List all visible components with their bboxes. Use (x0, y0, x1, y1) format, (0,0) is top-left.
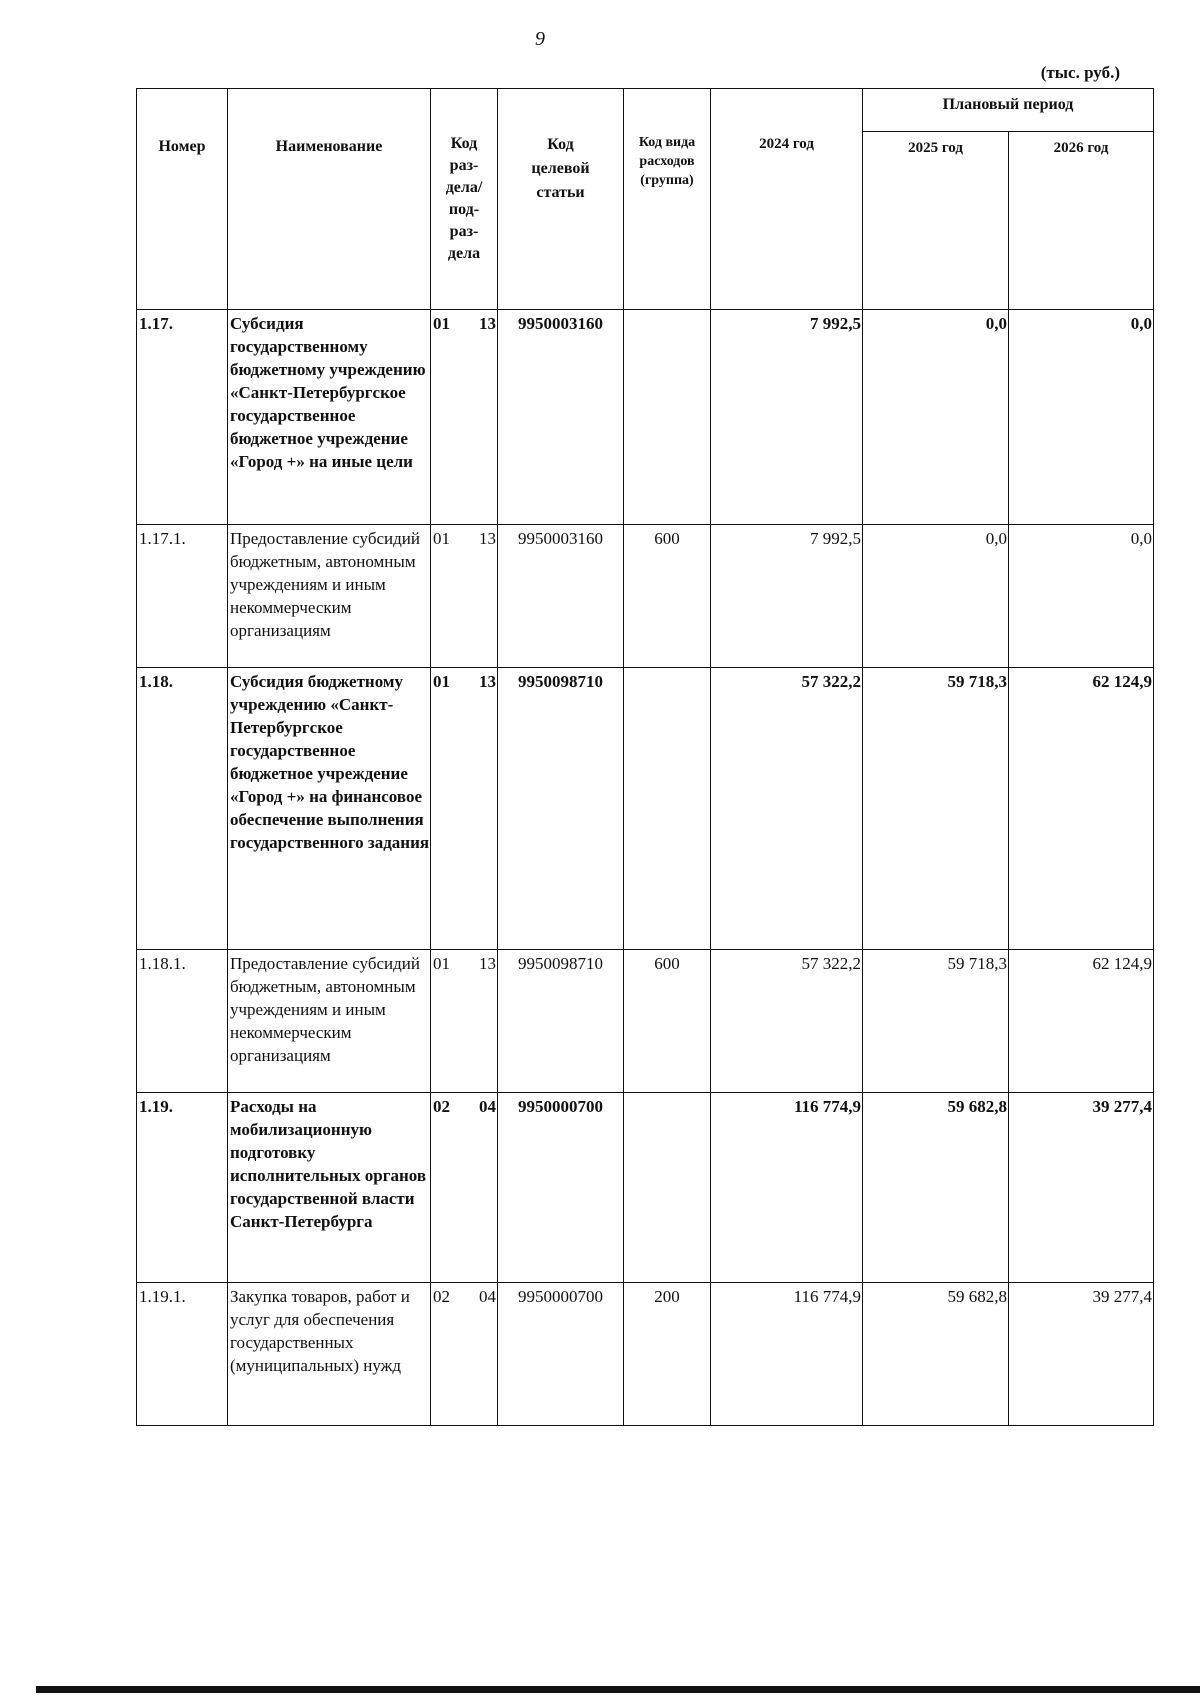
row-number: 1.18.1. (137, 950, 228, 1093)
row-target-code: 9950003160 (498, 310, 624, 525)
row-value-2025: 59 718,3 (863, 668, 1009, 950)
row-value-2024: 116 774,9 (711, 1093, 863, 1283)
row-value-2025: 59 682,8 (863, 1283, 1009, 1426)
header-target-code-line: Код (547, 136, 574, 153)
row-section: 01 (433, 314, 450, 333)
header-year-2025: 2025 год (863, 132, 1009, 310)
header-planned-period: Плановый период (863, 89, 1154, 132)
header-name: Наименование (228, 89, 431, 310)
table-row (137, 668, 1154, 950)
header-section-code-line: раз- (449, 157, 479, 174)
row-expense-type (624, 1093, 711, 1283)
row-expense-type: 600 (624, 525, 711, 668)
row-value-2024: 7 992,5 (711, 310, 863, 525)
row-value-2026: 0,0 (1009, 310, 1154, 525)
row-value-2026: 39 277,4 (1009, 1093, 1154, 1283)
table-row (137, 950, 1154, 1093)
row-target-code: 9950098710 (498, 950, 624, 1093)
row-name: Субсидия бюджетному учреждению «Санкт-Петербургское государственное бюджетное учреждение «Город +» на финансовое обеспечение выполнения государственного задания (228, 668, 431, 950)
row-expense-type: 200 (624, 1283, 711, 1426)
row-name: Субсидия государственному бюджетному учреждению «Санкт-Петербургское государственное бюджетное учреждение «Город +» на иные цели (228, 310, 431, 525)
row-subsection: 04 (479, 1097, 496, 1116)
table-row (137, 1093, 1154, 1283)
header-target-code (498, 89, 624, 310)
row-name: Предоставление субсидий бюджетным, автономным учреждениям и иным некоммерческим организациям (228, 525, 431, 668)
row-section-code (431, 668, 498, 950)
header-target-code-line: статьи (536, 184, 585, 201)
row-number: 1.17.1. (137, 525, 228, 668)
header-expense-type (624, 89, 711, 310)
row-expense-type: 600 (624, 950, 711, 1093)
row-target-code: 9950000700 (498, 1093, 624, 1283)
header-number: Номер (137, 89, 228, 310)
header-row (137, 89, 1154, 132)
row-target-code: 9950098710 (498, 668, 624, 950)
row-expense-type (624, 310, 711, 525)
row-section-code (431, 1093, 498, 1283)
page-number: 9 (535, 28, 545, 50)
row-value-2026: 0,0 (1009, 525, 1154, 668)
header-section-code-line: Код (450, 135, 478, 152)
row-value-2025: 0,0 (863, 525, 1009, 668)
table-row (137, 1283, 1154, 1426)
row-subsection: 13 (479, 672, 496, 691)
header-year-2024: 2024 год (711, 89, 863, 310)
row-expense-type (624, 668, 711, 950)
row-value-2024: 116 774,9 (711, 1283, 863, 1426)
row-section-code (431, 310, 498, 525)
row-section: 01 (433, 672, 450, 691)
header-section-code-line: под- (448, 201, 480, 218)
header-expense-type-line: Код вида (638, 135, 696, 150)
row-section: 01 (433, 954, 450, 973)
row-subsection: 13 (479, 314, 496, 333)
row-name: Закупка товаров, работ и услуг для обеспечения государственных (муниципальных) нужд (228, 1283, 431, 1426)
bottom-rule (36, 1686, 1200, 1693)
row-section: 02 (433, 1287, 450, 1306)
row-number: 1.19.1. (137, 1283, 228, 1426)
row-value-2026: 62 124,9 (1009, 950, 1154, 1093)
row-name: Предоставление субсидий бюджетным, автономным учреждениям и иным некоммерческим организациям (228, 950, 431, 1093)
row-subsection: 04 (479, 1287, 496, 1306)
row-number: 1.17. (137, 310, 228, 525)
row-value-2026: 62 124,9 (1009, 668, 1154, 950)
header-section-code (431, 89, 498, 310)
header-section-code-line: дела/ (445, 179, 483, 196)
header-expense-type-line: (группа) (640, 173, 694, 188)
header-expense-type-line: расходов (639, 154, 695, 169)
row-number: 1.18. (137, 668, 228, 950)
row-section-code (431, 525, 498, 668)
row-number: 1.19. (137, 1093, 228, 1283)
row-value-2025: 59 682,8 (863, 1093, 1009, 1283)
row-section-code (431, 950, 498, 1093)
row-value-2025: 59 718,3 (863, 950, 1009, 1093)
header-year-2026: 2026 год (1009, 132, 1154, 310)
row-target-code: 9950003160 (498, 525, 624, 668)
row-name: Расходы на мобилизационную подготовку исполнительных органов государственной власти Санкт-Петербурга (228, 1093, 431, 1283)
table-row (137, 525, 1154, 668)
table-row (137, 310, 1154, 525)
units-label: (тыс. руб.) (1040, 63, 1120, 82)
row-subsection: 13 (479, 529, 496, 548)
row-value-2024: 57 322,2 (711, 668, 863, 950)
row-value-2024: 57 322,2 (711, 950, 863, 1093)
row-section: 01 (433, 529, 450, 548)
header-target-code-line: целевой (531, 160, 590, 177)
row-subsection: 13 (479, 954, 496, 973)
row-value-2025: 0,0 (863, 310, 1009, 525)
header-section-code-line: дела (447, 245, 481, 262)
row-section: 02 (433, 1097, 450, 1116)
budget-table (136, 88, 1154, 1426)
row-value-2026: 39 277,4 (1009, 1283, 1154, 1426)
row-target-code: 9950000700 (498, 1283, 624, 1426)
header-section-code-line: раз- (449, 223, 479, 240)
row-value-2024: 7 992,5 (711, 525, 863, 668)
row-section-code (431, 1283, 498, 1426)
